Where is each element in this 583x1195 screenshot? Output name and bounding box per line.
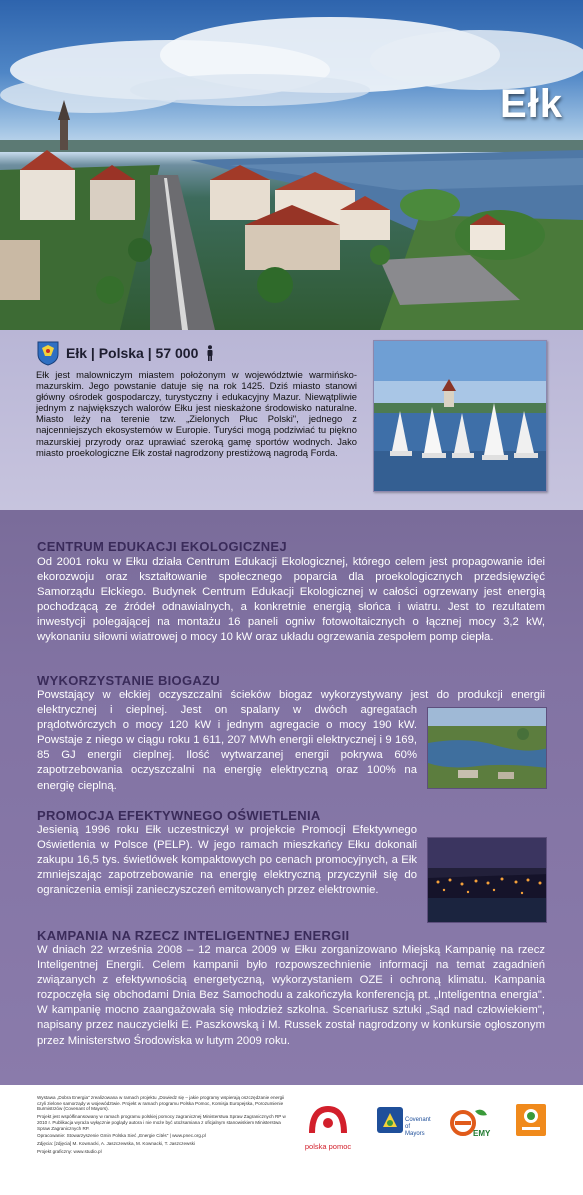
info-description: Ełk jest malowniczym miastem położonym w województwie warmińsko-mazurskim. Jego powstanie datuje się na rok 1425. Dziś miasto stanowi główny ośrodek gospodarczy, turystyczny i edukacyjny Mazur. Niewątpliwie jednym z największych walorów Ełku jest nieskażone środowisko naturalne. Miasto leży na terenie tzw. „Zielonych Płuc Polski", jednego z najcenniejszych ekosystemów w Europie. Turyści mogą podziwiać tu piękno mazurskiej przyrody oraz uprawiać szeroką gamę sportów wodnych. Jako miasto proekologiczne Ełk został nagrodzony prestiżową nagrodą Forda. bbox=[36, 369, 357, 458]
section-text-lighting-body: Jesienią 1996 roku Ełk uczestniczył w projekcie Promocji Efektywnego Oświetlenia w Polsce (PELP). W jego ramach mieszkańcy Ełku dokonali zakupu 16,5 tys. świetlówek kompaktowych po cenach promocyjnych, a Ełk zmniejszając zapotrzebowanie na energię elektryczną przyczynił się do ograniczenia emisji zanieczyszczeń emitowanych przez elektrownie. bbox=[37, 824, 417, 897]
emy-icon bbox=[449, 1105, 493, 1145]
emy-logo bbox=[449, 1105, 493, 1145]
polska-pomoc-icon bbox=[302, 1103, 354, 1137]
footer-line: Projekt graficzny: www.studio.pl bbox=[37, 1148, 102, 1154]
hero-photo bbox=[0, 0, 583, 330]
covenant-label-1: Covenant bbox=[405, 1117, 431, 1123]
coat-of-arms-icon bbox=[36, 340, 60, 366]
sailing-photo bbox=[373, 340, 547, 492]
campaign-logo bbox=[516, 1104, 546, 1136]
footer-line: Wystawa „Dobra Energia" zrealizowana w ramach projektu „Dowiedz się – jakie programy wspierają oszczędzanie energii czyli zielone samorządy w województwie. Projekt w ramach programu Polska Pomoc, Komisja Europejska, Porozumienie Burmistrzów (Covenant of Mayors). bbox=[37, 1095, 285, 1112]
polska-pomoc-logo bbox=[302, 1103, 354, 1153]
footer-line: Opracowanie: Stowarzyszenie Gmin Polska Sieć „Energie Cités" | www.pnec.org.pl bbox=[37, 1133, 206, 1139]
section-text-campaign: W dniach 22 września 2008 – 12 marca 2009 w Ełku zorganizowano Miejską Kampanię na rzecz Inteligentnej Energii. Celem kampanii było rozpowszechnienie informacji na temat zagadnień związanych z efektywnością energetyczną, wykorzystaniem OZE i ochroną klimatu. Kampania rozpoczęła się obchodami Dnia Bez Samochodu a zakończyła konferencją pt. „Inteligentna energia". W kampanię mocno zaangażowała się młodzież szkolna. Scenariusz sztuki „Sąd nad człowiekiem", napisany przez nauczycielki E. Paszkowską i M. Russek został nagrodzony w konkursie ogłoszonym przez Ministerstwo Środowiska w lutym 2009 roku. bbox=[37, 944, 545, 1047]
population-person-icon bbox=[206, 345, 214, 361]
section-title-eco-center: CENTRUM EDUKACJI EKOLOGICZNEJ bbox=[37, 539, 287, 554]
section-title-biogas: WYKORZYSTANIE BIOGAZU bbox=[37, 673, 220, 688]
section-text-eco-center: Od 2001 roku w Ełku działa Centrum Edukacji Ekologicznej, którego celem jest propagowanie idei ekorozwoju oraz kształtowanie społecznego poparcia dla proekologicznych przedsięwzięć Samorządu Ełckiego. Budynek Centrum Edukacji Ekologicznej w całości ogrzewany jest energią pochodzącą ze źródeł odnawialnych, a konkretnie energią słońca i wiatru. Jest to rezultatem inwestycji polegającej na montażu 16 paneli ogniw fotowoltaicznych o łącznej mocy 3,2 kW, wykonaniu siłowni wiatrowej o mocy 10 kW oraz układu ogrzewania zespołem pomp ciepła. bbox=[37, 556, 545, 644]
covenant-icon bbox=[375, 1105, 405, 1135]
emy-label: EMY bbox=[473, 1129, 491, 1138]
covenant-of-mayors-logo bbox=[375, 1105, 431, 1151]
polska-pomoc-label: polska pomoc bbox=[304, 1142, 352, 1151]
night-city-photo bbox=[427, 837, 547, 923]
info-title: Ełk | Polska | 57 000 bbox=[66, 345, 199, 361]
covenant-label-2: of Mayors bbox=[405, 1124, 425, 1137]
campaign-icon bbox=[516, 1104, 546, 1136]
footer-credits bbox=[37, 1095, 287, 1156]
city-panorama bbox=[0, 0, 583, 330]
info-header bbox=[36, 340, 214, 366]
biogas-aerial-photo bbox=[427, 707, 547, 789]
section-text-biogas-body: Powstający w ełckiej oczyszczalni ścieków biogaz wykorzystywany jest do produkcji energii elektrycznej i cieplnej. Jest on spalany w dwóch agregatach prądotwórczych o mocy 120 kW i jednym agregacie o mocy 190 kW. Powstaje z niego w ciągu roku 1 611, 207 MWh energii elektrycznej i 9 169, 85 GJ energii cieplnej. Ilość wytwarzanej energii pokrywa 60% zapotrzebowania oczyszczalni na energię elektryczną oraz 100% na energię cieplną. bbox=[37, 689, 545, 792]
section-title-campaign: KAMPANIA NA RZECZ INTELIGENTNEJ ENERGII bbox=[37, 928, 350, 943]
footer bbox=[0, 1085, 583, 1195]
city-title: Ełk bbox=[499, 82, 563, 126]
section-title-lighting: PROMOCJA EFEKTYWNEGO OŚWIETLENIA bbox=[37, 808, 321, 823]
footer-line: Zdjęcia: [zdjęcia] M. Kownacki, A. Jaszczewska, M. Kownacki, T. Jaszczewski bbox=[37, 1140, 195, 1146]
main-content bbox=[0, 510, 583, 1085]
footer-line: Projekt jest współfinansowany w ramach programu polskiej pomocy zagranicznej Ministerstwa Spraw Zagranicznych RP w 2010 r. Publikacja wyraża wyłącznie poglądy autora i nie może być utożsamiana z oficjalnym stanowiskiem Ministerstwa Spraw Zagranicznych RP. bbox=[37, 1114, 286, 1131]
